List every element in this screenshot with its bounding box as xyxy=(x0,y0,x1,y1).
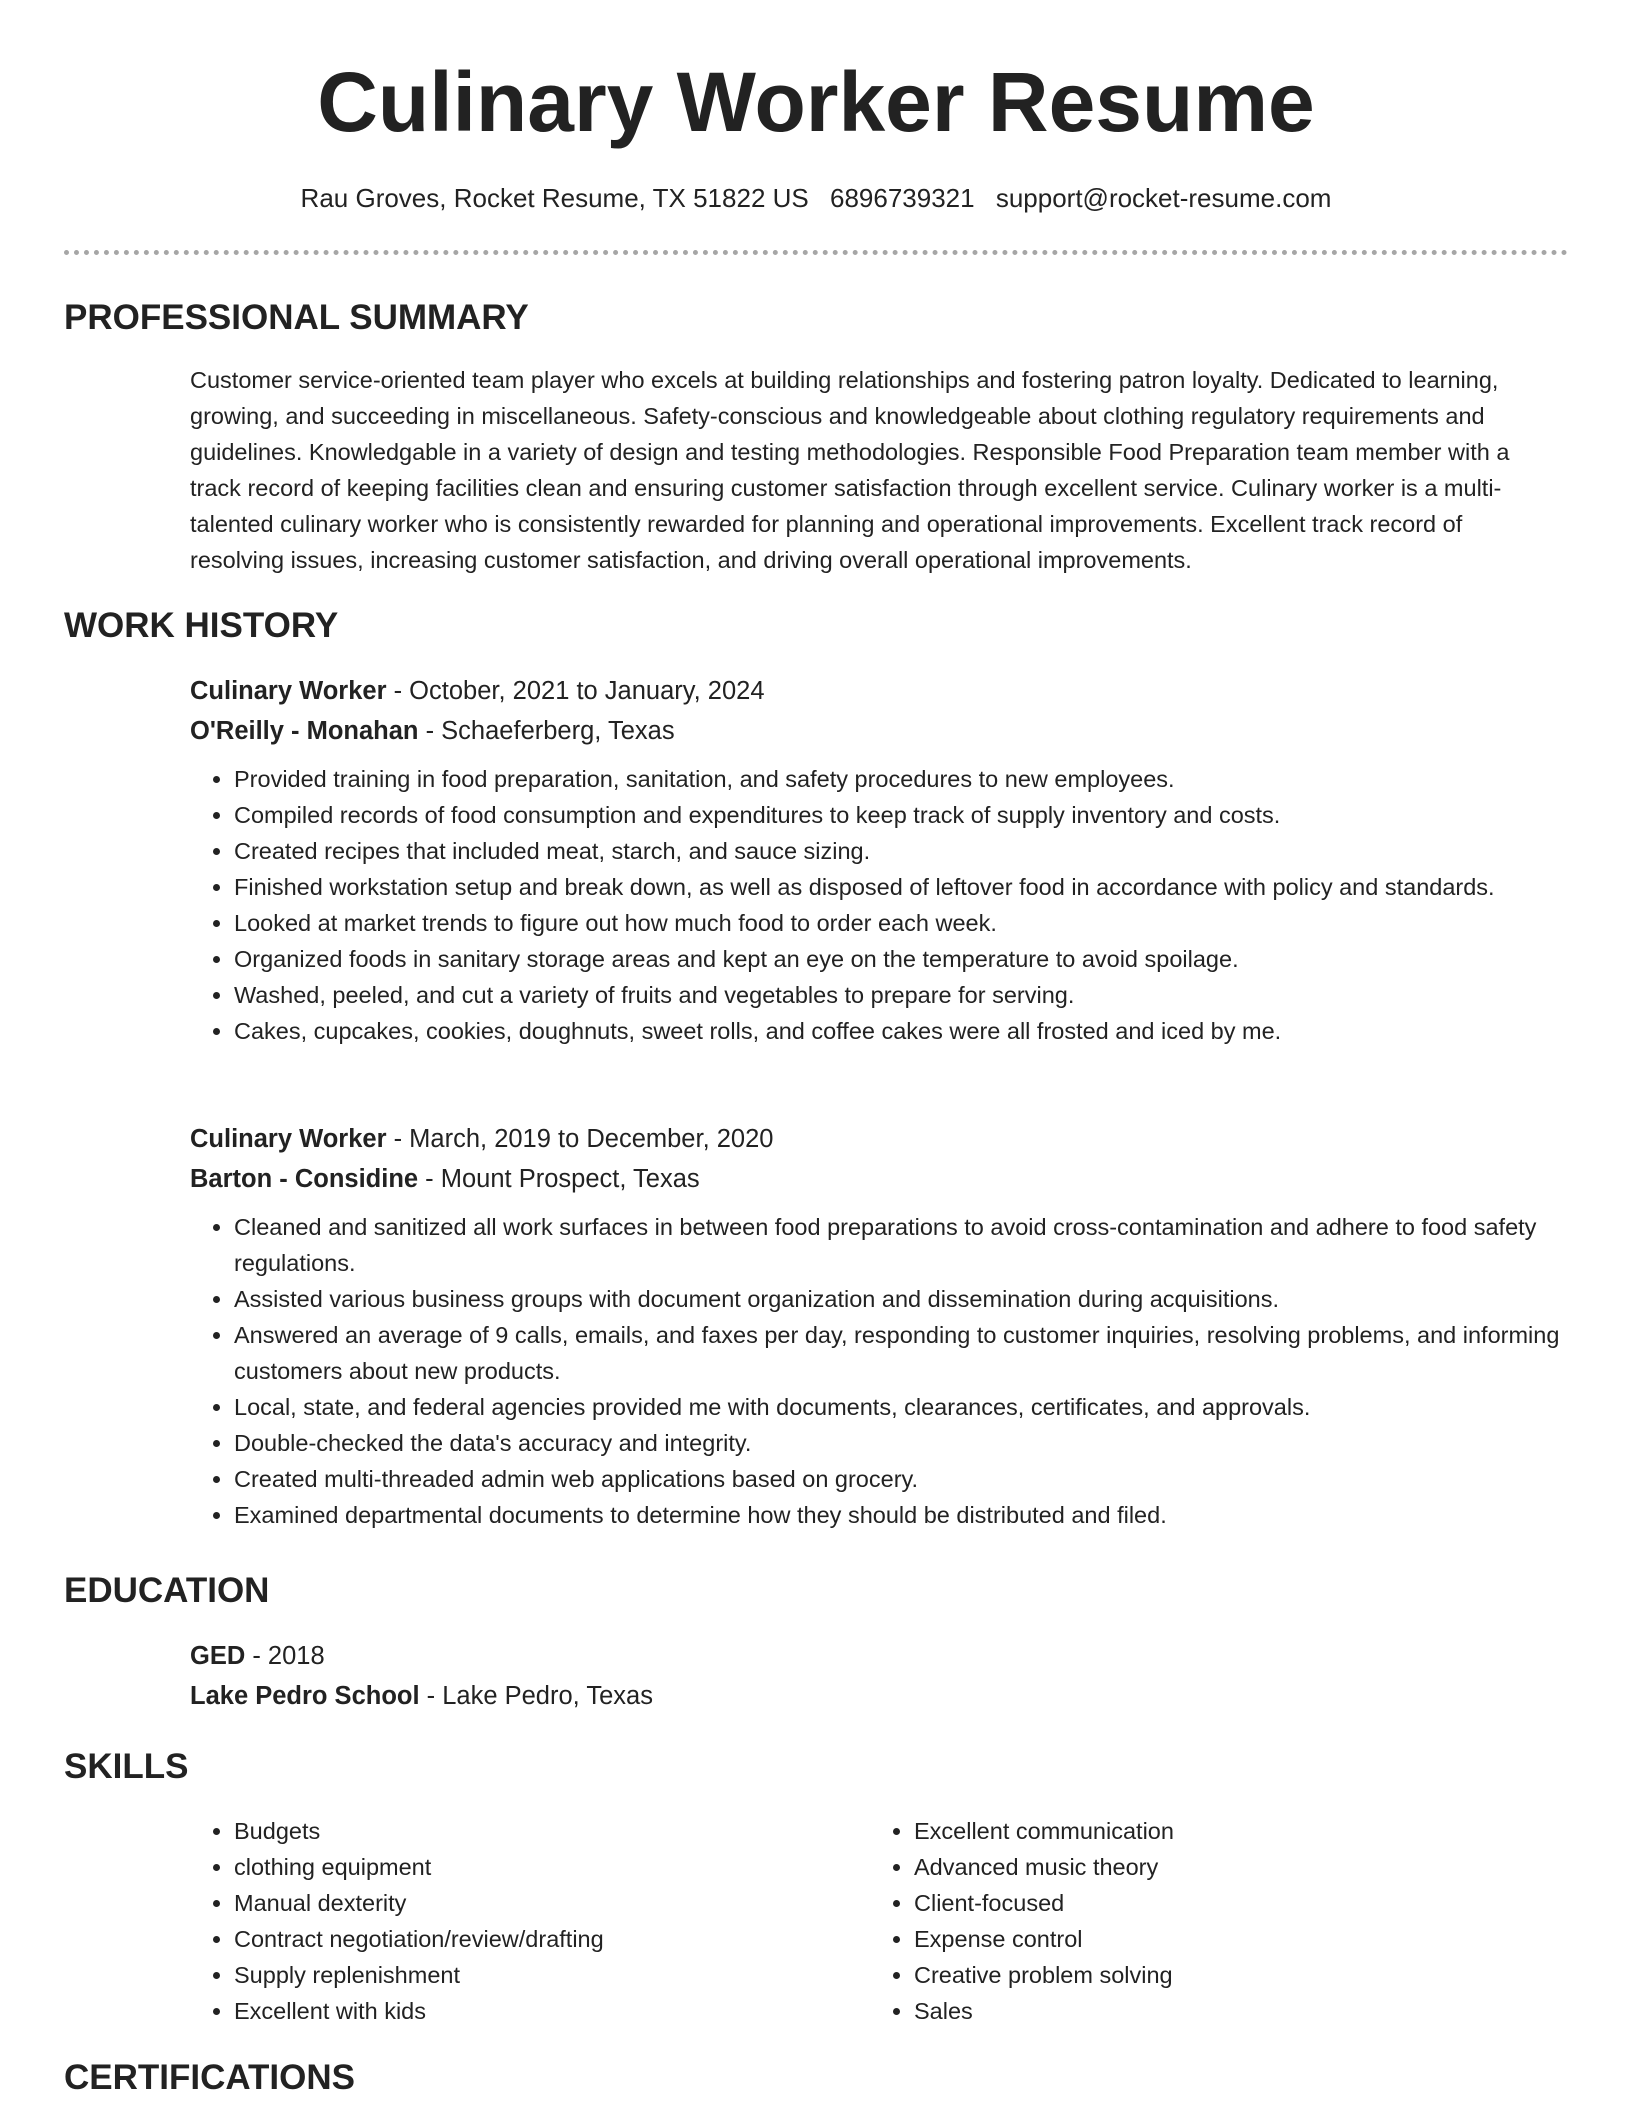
education-degree-line xyxy=(190,1636,1562,1676)
education-entry xyxy=(190,1636,1562,1716)
list-item: • Provided training in food preparation, sanitation, and safety procedures to new employees. xyxy=(234,761,1562,797)
education-school-line xyxy=(190,1676,1562,1716)
education-heading: EDUCATION xyxy=(64,1571,270,1610)
list-item: • Supply replenishment xyxy=(234,1957,604,1993)
list-item: • Advanced music theory xyxy=(914,1849,1174,1885)
job-title-line xyxy=(190,1119,1562,1159)
list-item: • Washed, peeled, and cut a variety of fruits and vegetables to prepare for serving. xyxy=(234,977,1562,1013)
list-item: • Client-focused xyxy=(914,1885,1174,1921)
list-item: • Finished workstation setup and break down, as well as disposed of leftover food in accordance with policy and standards. xyxy=(234,869,1562,905)
summary-text: Customer service-oriented team player who excels at building relationships and fostering patron loyalty. Dedicated to learning, growing, and succeeding in miscellaneous. Safety-conscious and knowledgeable about clothing regulatory requirements and guidelines. Knowledgable in a variety of design and testing methodologies. Responsible Food Preparation team member with a track record of keeping facilities clean and ensuring customer satisfaction through excellent service. Culinary worker is a multi-talented culinary worker who is consistently rewarded for planning and operational improvements. Excellent track record of resolving issues, increasing customer satisfaction, and driving overall operational improvements. xyxy=(190,367,1510,573)
contact-address: Rau Groves, Rocket Resume, TX 51822 US xyxy=(300,183,809,213)
job-company-line xyxy=(190,1159,1562,1199)
contact-email: support@rocket-resume.com xyxy=(995,183,1332,213)
list-item: • clothing equipment xyxy=(234,1849,604,1885)
list-item: • Expense control xyxy=(914,1921,1174,1957)
summary-section xyxy=(190,362,1562,578)
list-item: • Excellent with kids xyxy=(234,1993,604,2029)
job-entry-1 xyxy=(190,671,1562,1049)
education-year: - 2018 xyxy=(245,1642,325,1670)
job-company: O'Reilly - Monahan xyxy=(190,717,419,745)
job-duties-list xyxy=(190,761,1562,1049)
contact-line xyxy=(0,180,1632,216)
skills-list-right xyxy=(870,1813,1174,2029)
job-title-line xyxy=(190,671,1562,711)
job-company: Barton - Considine xyxy=(190,1165,419,1193)
list-item: • Looked at market trends to figure out how much food to order each week. xyxy=(234,905,1562,941)
job-location: - Mount Prospect, Texas xyxy=(418,1165,700,1193)
list-item: • Assisted various business groups with document organization and dissemination during acquisitions. xyxy=(234,1281,1562,1317)
education-location: - Lake Pedro, Texas xyxy=(419,1682,653,1710)
skills-list-left xyxy=(190,1813,604,2029)
job-location: - Schaeferberg, Texas xyxy=(418,717,675,745)
job-dates: - March, 2019 to December, 2020 xyxy=(386,1125,774,1153)
list-item: • Examined departmental documents to determine how they should be distributed and filed. xyxy=(234,1497,1562,1533)
list-item: • Excellent communication xyxy=(914,1813,1174,1849)
job-title: Culinary Worker xyxy=(190,1125,387,1153)
list-item: • Contract negotiation/review/drafting xyxy=(234,1921,604,1957)
list-item: • Budgets xyxy=(234,1813,604,1849)
list-item: • Creative problem solving xyxy=(914,1957,1174,1993)
list-item: • Cleaned and sanitized all work surfaces in between food preparations to avoid cross-contamination and adhere to food safety regulations. xyxy=(234,1209,1562,1281)
education-school: Lake Pedro School xyxy=(190,1682,420,1710)
list-item: • Created multi-threaded admin web applications based on grocery. xyxy=(234,1461,1562,1497)
contact-phone: 6896739321 xyxy=(829,183,975,213)
resume-title: Culinary Worker Resume xyxy=(317,55,1315,149)
list-item: • Sales xyxy=(914,1993,1174,2029)
list-item: • Cakes, cupcakes, cookies, doughnuts, sweet rolls, and coffee cakes were all frosted and iced by me. xyxy=(234,1013,1562,1049)
education-degree: GED xyxy=(190,1642,246,1670)
work-history-heading: WORK HISTORY xyxy=(64,606,339,645)
job-duties-list xyxy=(190,1209,1562,1533)
certifications-heading: CERTIFICATIONS xyxy=(64,2058,356,2097)
list-item: • Answered an average of 9 calls, emails, and faxes per day, responding to customer inquiries, resolving problems, and informing customers about new products. xyxy=(234,1317,1562,1389)
summary-heading: PROFESSIONAL SUMMARY xyxy=(64,298,529,337)
skills-heading: SKILLS xyxy=(64,1747,189,1786)
job-entry-2 xyxy=(190,1119,1562,1533)
list-item: • Local, state, and federal agencies provided me with documents, clearances, certificates, and approvals. xyxy=(234,1389,1562,1425)
list-item: • Double-checked the data's accuracy and integrity. xyxy=(234,1425,1562,1461)
job-title: Culinary Worker xyxy=(190,677,387,705)
job-dates: - October, 2021 to January, 2024 xyxy=(386,677,765,705)
list-item: • Created recipes that included meat, starch, and sauce sizing. xyxy=(234,833,1562,869)
job-company-line xyxy=(190,711,1562,751)
list-item: • Compiled records of food consumption and expenditures to keep track of supply inventory and costs. xyxy=(234,797,1562,833)
header-divider xyxy=(64,250,1568,255)
list-item: • Manual dexterity xyxy=(234,1885,604,1921)
list-item: • Organized foods in sanitary storage areas and kept an eye on the temperature to avoid spoilage. xyxy=(234,941,1562,977)
